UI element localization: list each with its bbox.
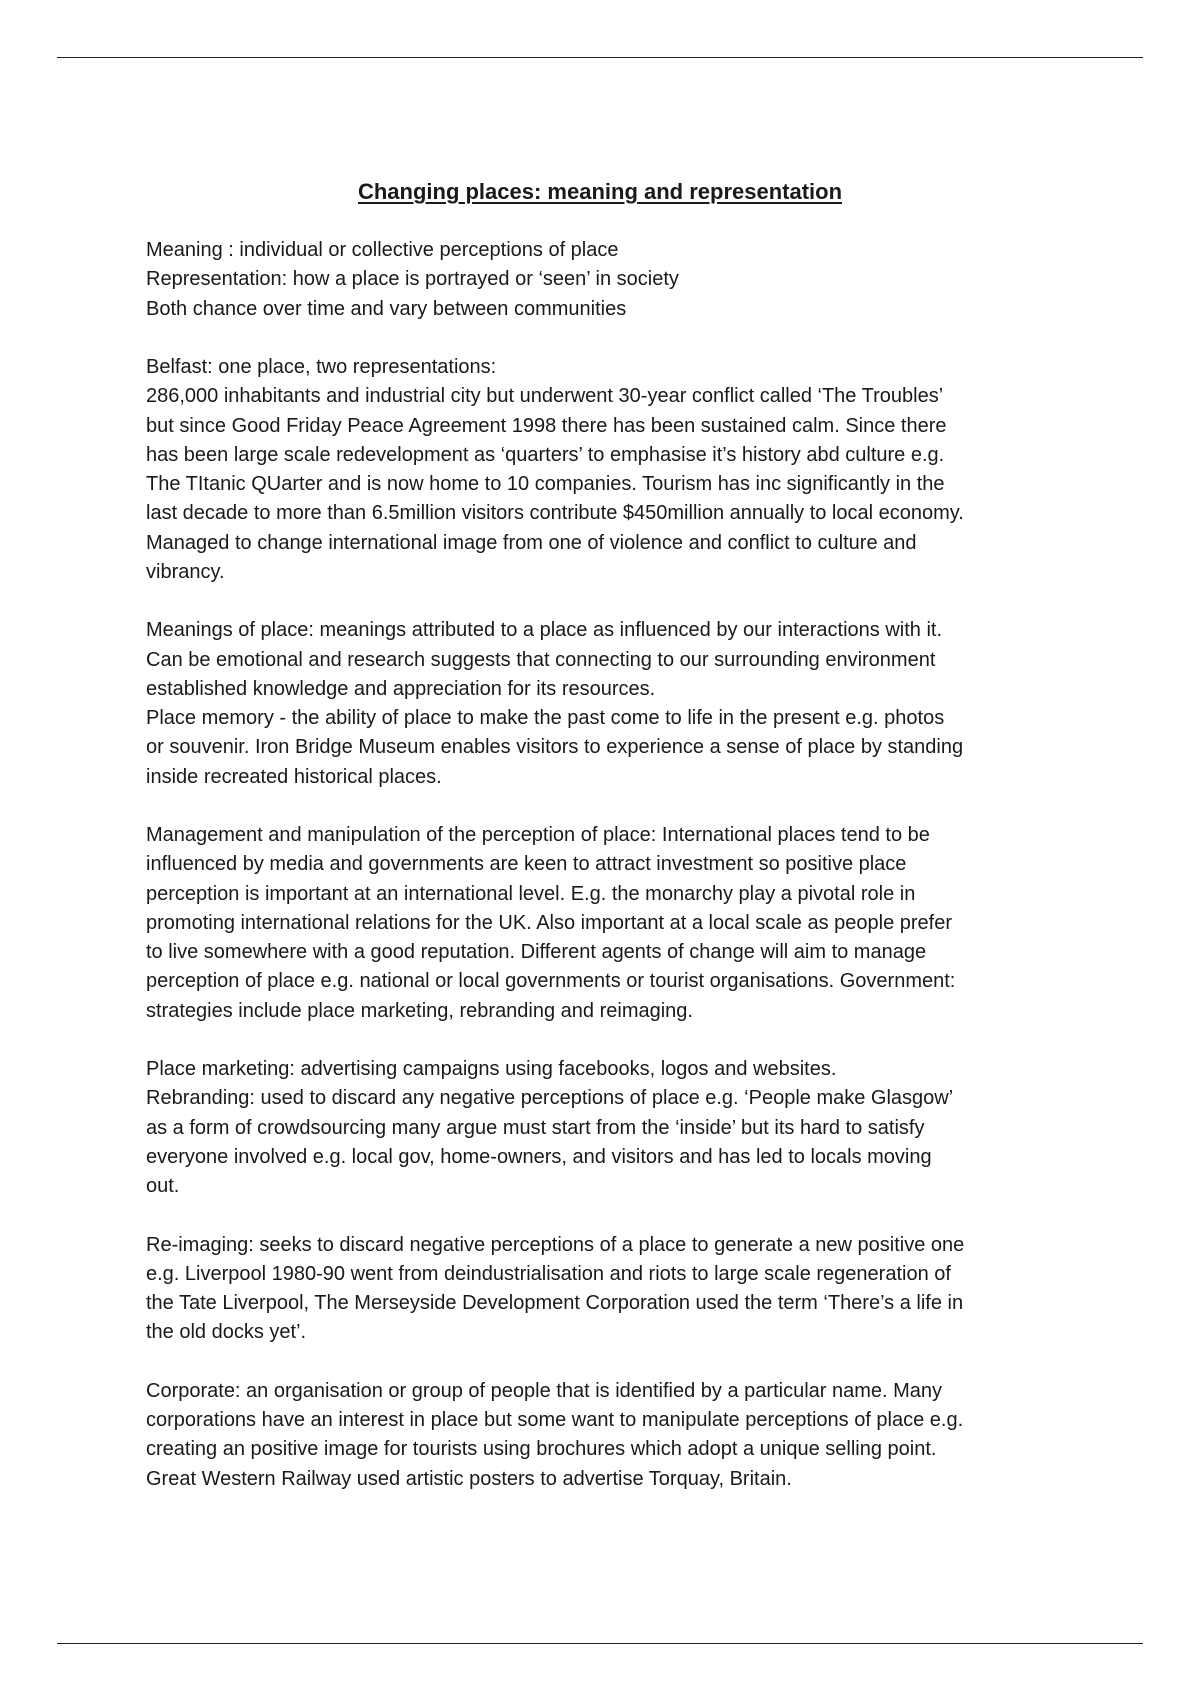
- top-rule: [57, 57, 1143, 58]
- text-line: Great Western Railway used artistic posters to advertise Torquay, Britain.: [146, 1467, 792, 1490]
- text-line: the Tate Liverpool, The Merseyside Development Corporation used the term ‘There’s a life in: [146, 1292, 964, 1314]
- text-line: influenced by media and governments are keen to attract investment so positive place: [146, 853, 907, 876]
- paragraph: [146, 821, 1086, 1026]
- text-line: Management and manipulation of the perception of place: International places tend to be: [146, 824, 930, 846]
- text-line: e.g. Liverpool 1980-90 went from deindustrialisation and riots to large scale regeneration of: [146, 1262, 951, 1285]
- bottom-rule: [57, 1643, 1143, 1644]
- text-line: perception is important at an international level. E.g. the monarchy play a pivotal role in: [146, 882, 916, 905]
- text-line: corporations have an interest in place but some want to manipulate perceptions of place e.g.: [146, 1409, 964, 1431]
- text-line: Re-imaging: seeks to discard negative perceptions of a place to generate a new positive one: [146, 1233, 965, 1256]
- text-line: Belfast: one place, two representations:: [146, 356, 497, 378]
- text-line: perception of place e.g. national or local governments or tourist organisations. Government:: [146, 970, 956, 993]
- text-line: Both chance over time and vary between communities: [146, 297, 627, 320]
- text-line: as a form of crowdsourcing many argue must start from the ‘inside’ but its hard to satisfy: [146, 1116, 925, 1139]
- text-line: Representation: how a place is portrayed or ‘seen’ in society: [146, 268, 679, 291]
- text-line: Meanings of place: meanings attributed to a place as influenced by our interactions with it.: [146, 619, 943, 642]
- text-line: last decade to more than 6.5million visitors contribute $450million annually to local economy.: [146, 502, 964, 525]
- text-line: but since Good Friday Peace Agreement 1998 there has been sustained calm. Since there: [146, 414, 947, 437]
- text-line: vibrancy.: [146, 560, 225, 583]
- text-line: strategies include place marketing, rebranding and reimaging.: [146, 999, 693, 1022]
- document-body: [146, 236, 1086, 1523]
- text-line: Managed to change international image from one of violence and conflict to culture and: [146, 531, 917, 554]
- paragraph: [146, 353, 1086, 587]
- text-line: The TItanic QUarter and is now home to 10 companies. Tourism has inc significantly in the: [146, 473, 945, 495]
- text-line: Can be emotional and research suggests that connecting to our surrounding environment: [146, 648, 936, 671]
- text-line: 286,000 inhabitants and industrial city but underwent 30-year conflict called ‘The Troubles’: [146, 385, 944, 408]
- text-line: everyone involved e.g. local gov, home-owners, and visitors and has led to locals moving: [146, 1145, 932, 1168]
- text-line: inside recreated historical places.: [146, 765, 442, 788]
- text-line: out.: [146, 1175, 180, 1197]
- paragraph: [146, 616, 1086, 792]
- text-line: Place marketing: advertising campaigns using facebooks, logos and websites.: [146, 1058, 837, 1080]
- text-line: Rebranding: used to discard any negative perceptions of place e.g. ‘People make Glasgow’: [146, 1087, 954, 1110]
- text-line: has been large scale redevelopment as ‘quarters’ to emphasise it’s history abd culture e.g.: [146, 443, 945, 466]
- text-line: or souvenir. Iron Bridge Museum enables visitors to experience a sense of place by standing: [146, 736, 964, 759]
- text-line: Place memory - the ability of place to make the past come to life in the present e.g. photos: [146, 707, 945, 729]
- paragraph: [146, 1231, 1086, 1348]
- text-line: the old docks yet’.: [146, 1321, 307, 1344]
- page-title: Changing places: meaning and representation: [357, 179, 843, 204]
- text-line: to live somewhere with a good reputation. Different agents of change will aim to manage: [146, 941, 927, 963]
- paragraph: [146, 236, 1086, 324]
- paragraph: [146, 1377, 1086, 1494]
- text-line: promoting international relations for the UK. Also important at a local scale as people prefer: [146, 911, 952, 934]
- text-line: established knowledge and appreciation for its resources.: [146, 677, 656, 700]
- text-line: creating an positive image for tourists using brochures which adopt a unique selling point.: [146, 1438, 937, 1461]
- text-line: Corporate: an organisation or group of people that is identified by a particular name. Many: [146, 1379, 943, 1402]
- text-line: Meaning : individual or collective perceptions of place: [146, 239, 619, 261]
- paragraph: [146, 1055, 1086, 1201]
